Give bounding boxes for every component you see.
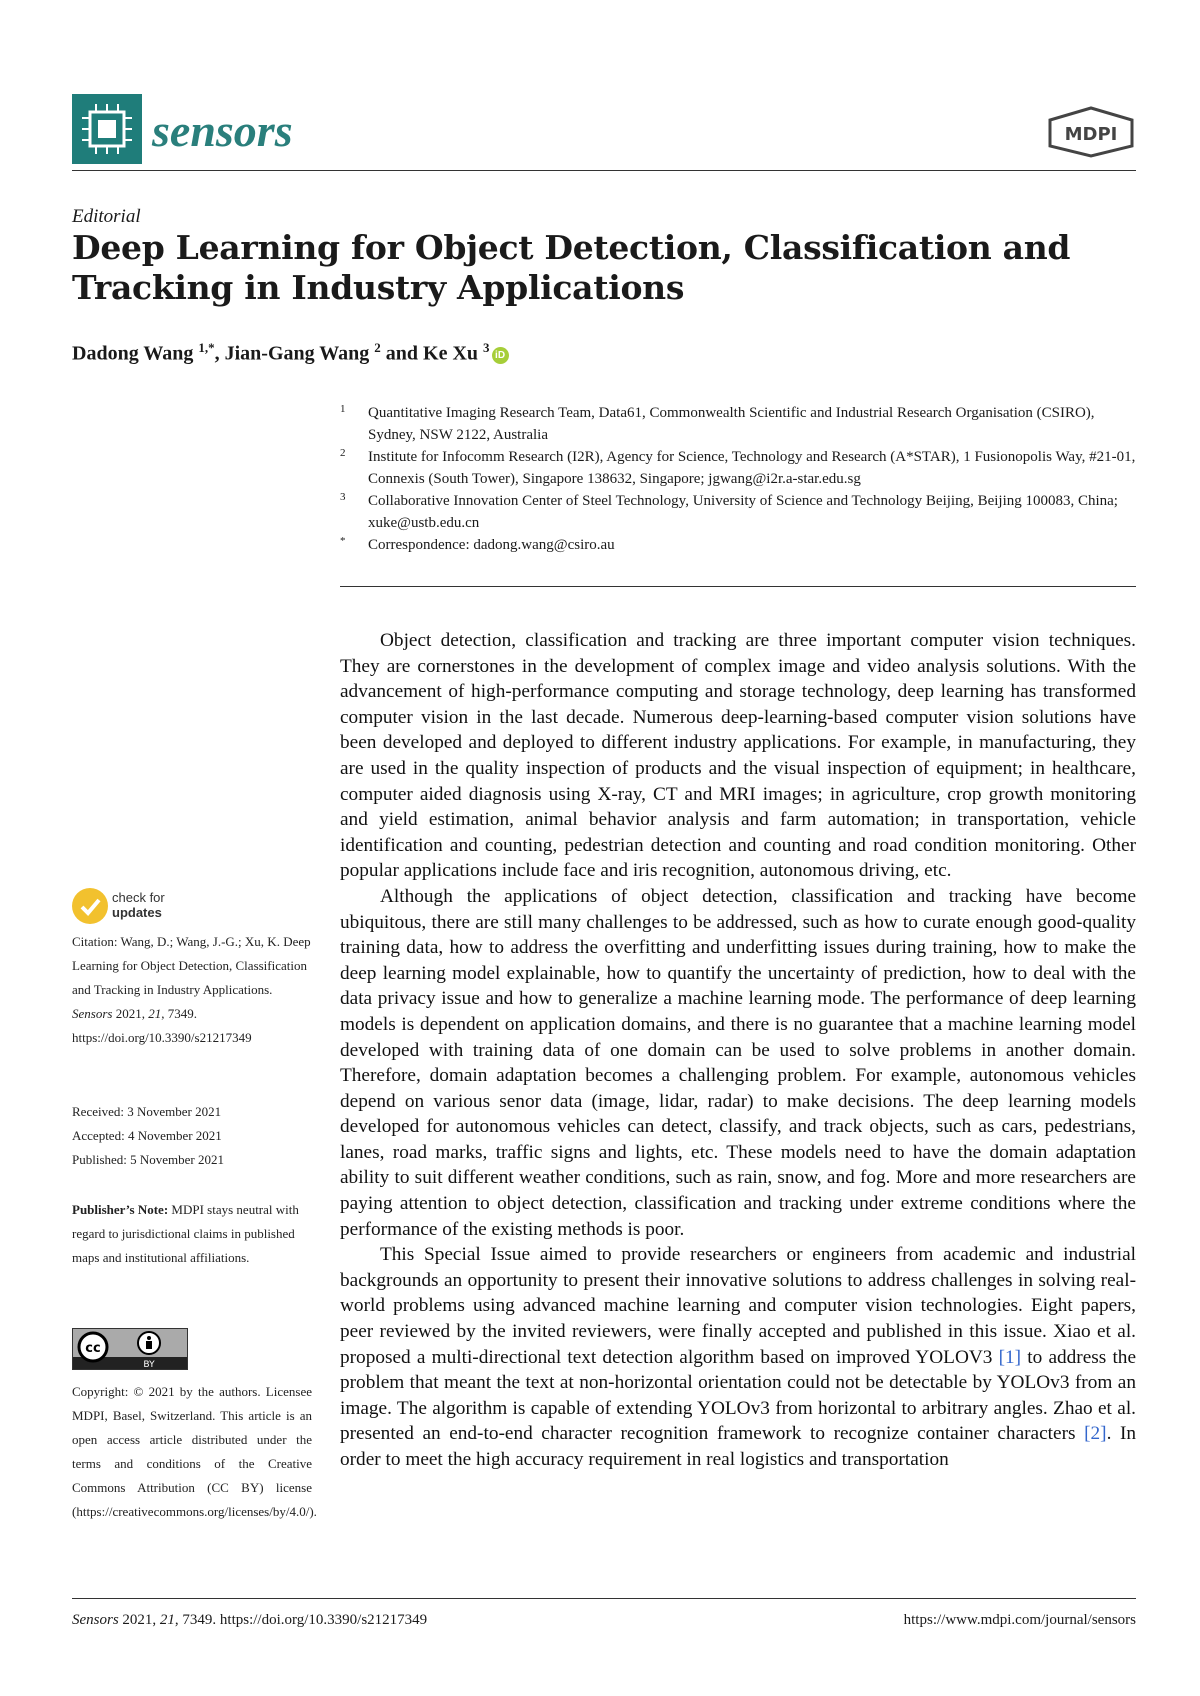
footer-divider: [72, 1598, 1136, 1599]
paragraph-text: . In order to meet the high accuracy requirement in real logistics and transportation: [340, 1423, 1137, 1470]
mdpi-logo-icon: [1046, 106, 1136, 158]
publisher-note-label: Publisher’s Note:: [72, 1202, 169, 1217]
received-date: Received: 3 November 2021: [72, 1104, 222, 1119]
affiliation-text: Collaborative Innovation Center of Steel Technology, University of Science and Technology Beijing, Beijing 100083, China; xuke@ustb.edu.cn: [368, 493, 1118, 531]
svg-text:cc: cc: [85, 1341, 101, 1356]
author-name[interactable]: Jian-Gang Wang: [224, 342, 370, 365]
affiliation-item: [340, 490, 1140, 534]
svg-text:BY: BY: [143, 1360, 155, 1369]
footer-volume: 21: [159, 1612, 175, 1628]
affiliation-number: 1: [340, 403, 346, 415]
footer-journal: Sensors: [72, 1612, 119, 1628]
orcid-icon[interactable]: iD: [492, 347, 509, 364]
publisher-note: [72, 1198, 312, 1270]
check-updates-icon: [72, 888, 108, 924]
svg-text:MDPI: MDPI: [1064, 124, 1118, 145]
affiliation-text: Quantitative Imaging Research Team, Data61, Commonwealth Scientific and Industrial Research Organisation (CSIRO), Sydney, NSW 2122, Australia: [368, 405, 1095, 443]
footer-year: 2021,: [118, 1612, 160, 1628]
article-type: Editorial: [72, 206, 141, 227]
header-divider: [72, 170, 1136, 171]
body-paragraph: Object detection, classification and tracking are three important computer vision techniques. They are cornerstones in the development of complex image and video analysis solutions. With the advancement of high-performance computing and storage technology, deep learning has transformed computer vision in the last decade. Numerous deep-learning-based computer vision solutions have been developed and deployed to different industry applications. For example, in manufacturing, they are used in the quality inspection of products and the visual inspection of equipment; in healthcare, computer aided diagnosis using X-ray, CT and MRI images; in agriculture, crop growth monitoring and yield estimation, animal behavior analysis and farm automation; in transportation, vehicle identification and counting, pedestrian detection and counting and road condition monitoring. Other popular applications include face and iris recognition, autonomous driving, etc.: [340, 630, 1136, 882]
affiliation-number: 3: [340, 491, 346, 503]
journal-logo-icon: [72, 94, 142, 164]
author-separator: ,: [214, 342, 225, 365]
affiliations-block: [340, 402, 1140, 556]
check-updates-line1: check for: [112, 890, 165, 905]
reference-link[interactable]: [1]: [998, 1346, 1022, 1368]
publisher-note-text: MDPI stays neutral with regard to jurisdictional claims in published maps and institutional affiliations.: [72, 1202, 299, 1265]
footer-citation: [72, 1612, 427, 1629]
author-name[interactable]: Ke Xu: [423, 342, 479, 365]
check-for-updates-button[interactable]: [72, 888, 192, 928]
author-affiliation-mark: 1,*: [198, 340, 215, 355]
journal-name: sensors: [152, 105, 293, 156]
citation-text: Wang, D.; Wang, J.-G.; Xu, K. Deep Learning for Object Detection, Classification and Tracking in Industry Applications.: [72, 934, 311, 997]
author-name[interactable]: Dadong Wang: [72, 342, 194, 365]
affiliation-item: [340, 446, 1140, 490]
footer-doi[interactable]: , 7349. https://doi.org/10.3390/s21217349: [174, 1612, 428, 1628]
affiliation-text: Institute for Infocomm Research (I2R), Agency for Science, Technology and Research (A*STAR), 1 Fusionopolis Way, #21-01, Connexis (South Tower), Singapore 138632, Singapore; jgwang@i2r.a-star.edu.sg: [368, 449, 1136, 487]
check-updates-line2: updates: [112, 905, 162, 920]
author-list: [72, 340, 509, 366]
affiliation-item: [340, 402, 1140, 446]
author-affiliation-mark: 3: [483, 340, 490, 355]
citation-block: [72, 930, 312, 1050]
author-separator: and: [380, 342, 424, 365]
citation-journal: Sensors: [72, 1006, 113, 1021]
footer-journal-url[interactable]: https://www.mdpi.com/journal/sensors: [903, 1612, 1136, 1628]
correspondence-text[interactable]: Correspondence: dadong.wang@csiro.au: [368, 537, 615, 553]
author-affiliation-mark: 2: [374, 340, 381, 355]
reference-link[interactable]: [2]: [1084, 1423, 1107, 1445]
affiliations-divider: [340, 586, 1136, 587]
affiliation-number: 2: [340, 447, 346, 459]
body-paragraph: [340, 1242, 1136, 1472]
check-updates-label: [112, 890, 165, 920]
citation-volume: 21: [148, 1006, 162, 1021]
accepted-date: Accepted: 4 November 2021: [72, 1128, 222, 1143]
published-date: Published: 5 November 2021: [72, 1152, 225, 1167]
paragraph-text: This Special Issue aimed to provide researchers or engineers from academic and industrial backgrounds an opportunity to present their innovative solutions to address challenges in solving real-world problems using advanced machine learning and computer vision technologies. Eight papers, peer reviewed by the invited reviewers, were finally accepted and published in this issue. Xiao et al. proposed a multi-directional text detection algorithm based on improved YOLOV3: [340, 1244, 1136, 1368]
affiliation-number: *: [340, 535, 346, 547]
cc-by-license-icon[interactable]: [72, 1328, 188, 1370]
copyright-notice: Copyright: © 2021 by the authors. Licensee MDPI, Basel, Switzerland. This article is an open access article distributed under the terms and conditions of the Creative Commons Attribution (CC BY) license (https://creativecommons.org/licenses/by/4.0/).: [72, 1384, 317, 1519]
citation-doi[interactable]: , 7349. https://doi.org/10.3390/s21217349: [72, 1006, 252, 1045]
dates-block: [72, 1100, 312, 1172]
paragraph-text: to address the problem that meant the text at non-horizontal orientation could not be detectable by YOLOv3 from an image. The algorithm is capable of extending YOLOv3 from horizontal to arbitrary angles. Zhao et al. presented an end-to-end character recognition framework to recognize container characters: [340, 1346, 1137, 1445]
article-body: [340, 628, 1136, 1473]
citation-label: Citation:: [72, 934, 118, 949]
article-title: Deep Learning for Object Detection, Classification and Tracking in Industry Applications: [72, 228, 1071, 307]
citation-year: 2021,: [112, 1006, 149, 1021]
body-paragraph: Although the applications of object detection, classification and tracking have become ubiquitous, there are still many challenges to be addressed, such as how to curate enough good-quality training data, how to address the overfitting and underfitting issues during training, how to make the deep learning model explainable, how to quantify the uncertainty of prediction, how to deal with the data privacy issue and how to generalize a machine learning mode. The performance of deep learning models is dependent on application domains, and there is no guarantee that a machine learning model developed with training data of one domain can be used to solve problems in another domain. Therefore, domain adaptation becomes a challenging problem. For example, autonomous vehicles depend on various senor data (image, lidar, radar) to make decisions. The deep learning models developed for autonomous vehicles can detect, classify, and track objects, such as cars, pedestrians, lanes, road marks, traffic signs and lights, etc. These models need to have the domain adaptation ability to suit different weather conditions, such as rain, snow, and fog. More and more researchers are paying attention to object detection, classification and tracking under extreme conditions where the performance of the existing methods is poor.: [340, 885, 1136, 1240]
correspondence-item: [340, 534, 1140, 556]
